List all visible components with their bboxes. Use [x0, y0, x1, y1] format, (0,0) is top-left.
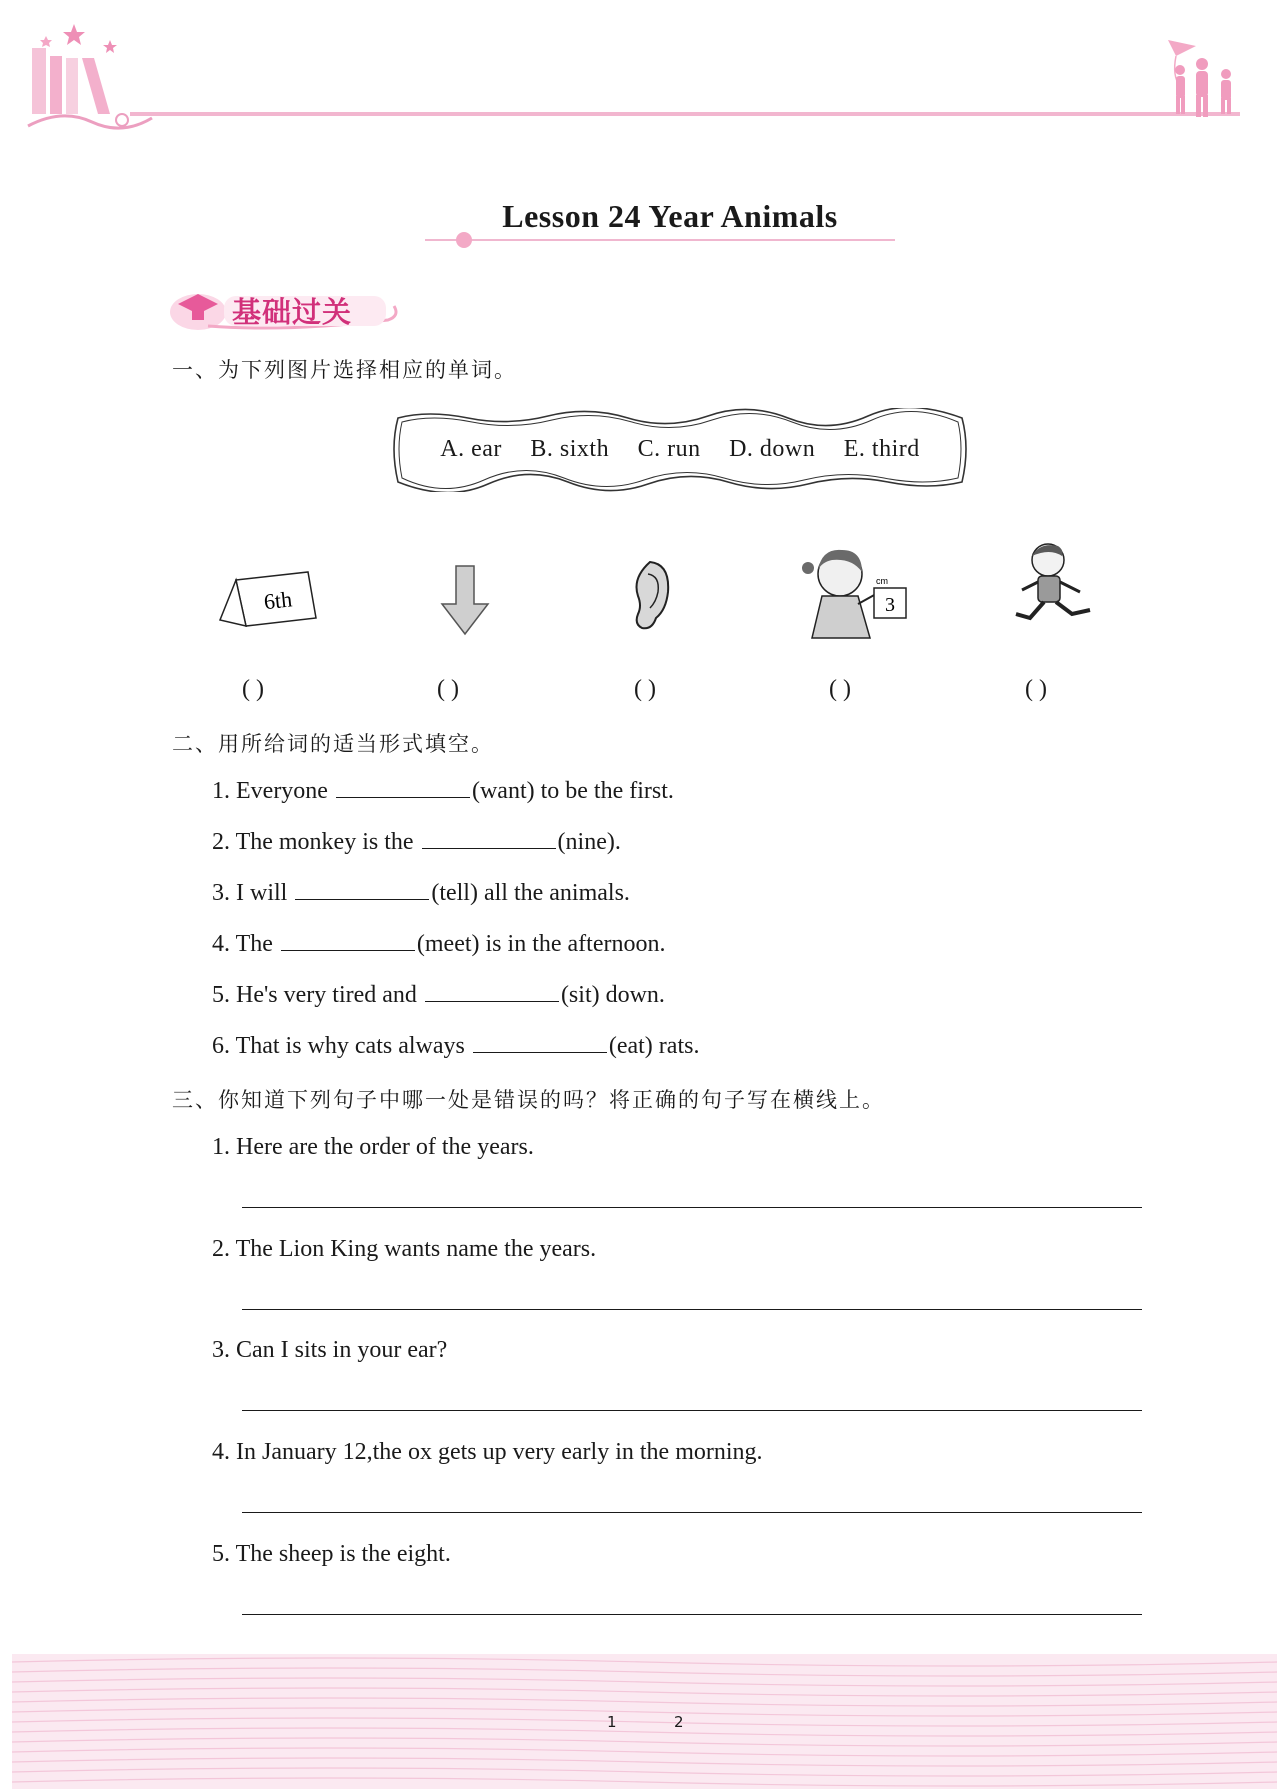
blank-5[interactable]: [425, 1000, 559, 1002]
running-boy-image: [1010, 540, 1096, 632]
fill-item-6: 6. That is why cats always (eat) rats.: [212, 1033, 700, 1059]
page-number-left: 1: [607, 1713, 617, 1731]
blank-6[interactable]: [473, 1051, 607, 1053]
header-divider: [130, 112, 1240, 116]
correction-item-5: 5. The sheep is the eight.: [212, 1541, 451, 1567]
option-c: C. run: [637, 436, 701, 462]
title-underline: [425, 239, 895, 241]
answer-paren-3[interactable]: ( ): [634, 676, 656, 702]
word-options: [388, 436, 972, 463]
fill-item-3: 3. I will (tell) all the animals.: [212, 880, 630, 906]
family-kite-icon: [1150, 36, 1248, 120]
correction-item-4: 4. In January 12,the ox gets up very early in the morning.: [212, 1439, 763, 1465]
title-dot: [456, 232, 472, 248]
blank-4[interactable]: [281, 949, 415, 951]
card-text: 6th: [262, 586, 294, 615]
answer-paren-1[interactable]: ( ): [242, 676, 264, 702]
fill-item-4: 4. The (meet) is in the afternoon.: [212, 931, 666, 957]
correction-item-3: 3. Can I sits in your ear?: [212, 1337, 448, 1363]
question-3-heading: 三、你知道下列句子中哪一处是错误的吗？将正确的句子写在横线上。: [172, 1088, 885, 1112]
books-logo-icon: [22, 18, 162, 136]
question-1-heading: 一、为下列图片选择相应的单词。: [172, 358, 517, 382]
question-2-heading: 二、用所给词的适当形式填空。: [172, 732, 494, 756]
fill-item-1: 1. Everyone (want) to be the first.: [212, 778, 674, 804]
answer-line-1[interactable]: [242, 1207, 1142, 1208]
footer-band: [12, 1654, 1277, 1789]
answer-paren-5[interactable]: ( ): [1025, 676, 1047, 702]
correction-item-1: 1. Here are the order of the years.: [212, 1134, 534, 1160]
correction-item-2: 2. The Lion King wants name the years.: [212, 1236, 597, 1262]
down-arrow-image: [440, 564, 492, 636]
blank-3[interactable]: [295, 898, 429, 900]
blank-1[interactable]: [336, 796, 470, 798]
answer-line-5[interactable]: [242, 1614, 1142, 1615]
answer-line-2[interactable]: [242, 1309, 1142, 1310]
answer-paren-2[interactable]: ( ): [437, 676, 459, 702]
cm-label: cm: [876, 576, 888, 586]
section-title: 基础过关: [232, 295, 353, 329]
page-number-right: 2: [674, 1713, 684, 1731]
answer-line-4[interactable]: [242, 1512, 1142, 1513]
answer-paren-4[interactable]: ( ): [829, 676, 851, 702]
option-d: D. down: [729, 436, 816, 462]
option-b: B. sixth: [530, 436, 610, 462]
sixth-card-image: [216, 566, 318, 628]
answer-line-3[interactable]: [242, 1410, 1142, 1411]
blank-2[interactable]: [422, 847, 556, 849]
fill-item-5: 5. He's very tired and (sit) down.: [212, 982, 665, 1008]
option-e: E. third: [843, 436, 920, 462]
fill-item-2: 2. The monkey is the (nine).: [212, 829, 621, 855]
ear-image: [630, 558, 672, 632]
number-card-text: 3: [885, 594, 895, 616]
lesson-title: Lesson 24 Year Animals: [502, 198, 838, 234]
girl-with-number-image: [792, 544, 916, 640]
option-a: A. ear: [440, 436, 502, 462]
